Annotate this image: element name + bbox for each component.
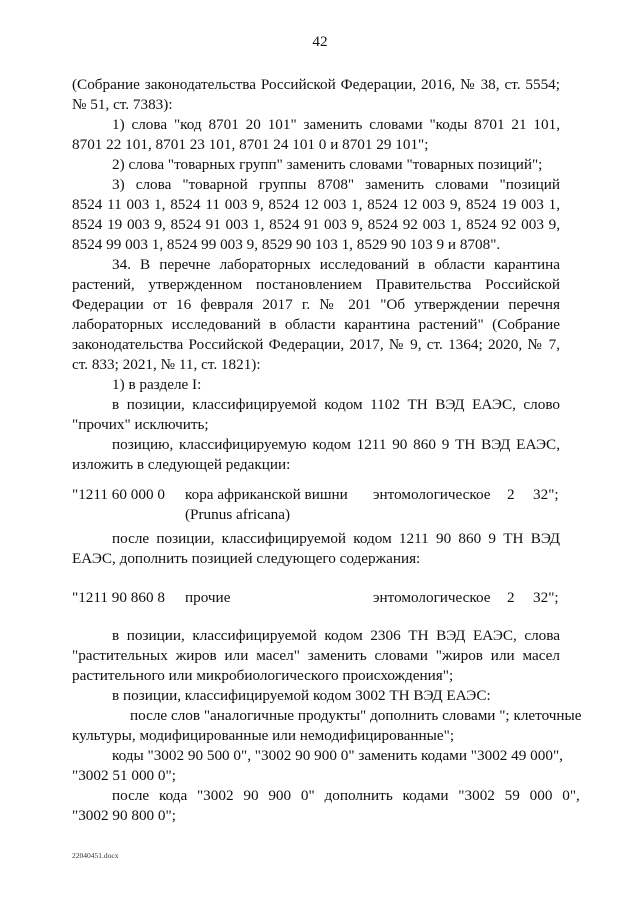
text-line: ст. 833; 2021, № 11, ст. 1821): [72,356,261,373]
table-cell-name: прочие [185,589,231,606]
text-line: ЕАЭС, дополнить позицией следующего содержания: [72,550,421,567]
text-line: 8524 11 003 1, 8524 11 003 9, 8524 12 003 1, 8524 12 003 9, 8524 19 003 1, [72,196,560,213]
text-line: в позиции, классифицируемой кодом 3002 ТН ВЭД ЕАЭС: [112,687,491,704]
text-line: "растительных жиров или масел" заменить словами "жиров или масел [72,647,560,664]
text-line: "3002 51 000 0"; [72,767,176,784]
table-cell-num: 32"; [533,486,559,503]
text-line: 8701 22 101, 8701 23 101, 8701 24 101 0 и 8701 29 101"; [72,136,429,153]
table-cell-num: 2 [507,589,515,606]
table-cell-name-latin: (Prunus africana) [185,506,290,523]
text-line: в позиции, классифицируемой кодом 2306 ТН ВЭД ЕАЭС, слова [112,627,560,644]
table-cell-num: 32"; [533,589,559,606]
text-line: 8524 99 003 1, 8524 99 003 9, 8529 90 103 1, 8529 90 103 9 и 8708". [72,236,501,253]
text-line: 2) слова "товарных групп" заменить словами "товарных позиций"; [112,156,543,173]
page-number: 42 [312,33,328,50]
text-line: в позиции, классифицируемой кодом 1102 ТН ВЭД ЕАЭС, слово [112,396,560,413]
text-line: лабораторных исследований в области карантина растений" (Собрание [72,316,560,333]
text-line: позицию, классифицируемую кодом 1211 90 860 9 ТН ВЭД ЕАЭС, [112,436,560,453]
document-filename: 22040451.docx [72,851,119,860]
text-line: изложить в следующей редакции: [72,456,291,473]
table-cell-code: "1211 60 000 0 [72,486,165,503]
text-line: после позиции, классифицируемой кодом 1211 90 860 9 ТН ВЭД [112,530,560,547]
text-line: "прочих" исключить; [72,416,209,433]
text-line: растений, утвержденном постановлением Правительства Российской [72,276,560,293]
text-line: после слов "аналогичные продукты" дополнить словами "; клеточные [130,707,582,724]
text-line: 1) слова "код 8701 20 101" заменить словами "коды 8701 21 101, [112,116,560,133]
text-line: Федерации от 16 февраля 2017 г. № 201 "Об утверждении перечня [72,296,560,313]
text-line: культуры, модифицированные или немодифицированные"; [72,727,455,744]
text-line: коды "3002 90 500 0", "3002 90 900 0" заменить кодами "3002 49 000", [112,747,563,764]
text-line: после кода "3002 90 900 0" дополнить кодами "3002 59 000 0", [112,787,580,804]
text-line: 34. В перечне лабораторных исследований в области карантина [112,256,560,273]
text-line: № 51, ст. 7383): [72,96,173,113]
table-cell-code: "1211 90 860 8 [72,589,165,606]
table-cell-name: кора африканской вишни [185,486,348,503]
table-cell-type: энтомологическое [373,589,491,606]
text-line: 3) слова "товарной группы 8708" заменить словами "позиций [112,176,560,193]
table-cell-num: 2 [507,486,515,503]
text-line: (Собрание законодательства Российской Федерации, 2016, № 38, ст. 5554; [72,76,560,93]
text-line: растительного или микробиологического происхождения"; [72,667,454,684]
text-line: "3002 90 800 0"; [72,807,176,824]
table-cell-type: энтомологическое [373,486,491,503]
text-line: 1) в разделе I: [112,376,202,393]
text-line: законодательства Российской Федерации, 2017, № 9, ст. 1364; 2020, № 7, [72,336,560,353]
text-line: 8524 19 003 9, 8524 91 003 1, 8524 91 003 9, 8524 92 003 1, 8524 92 003 9, [72,216,560,233]
